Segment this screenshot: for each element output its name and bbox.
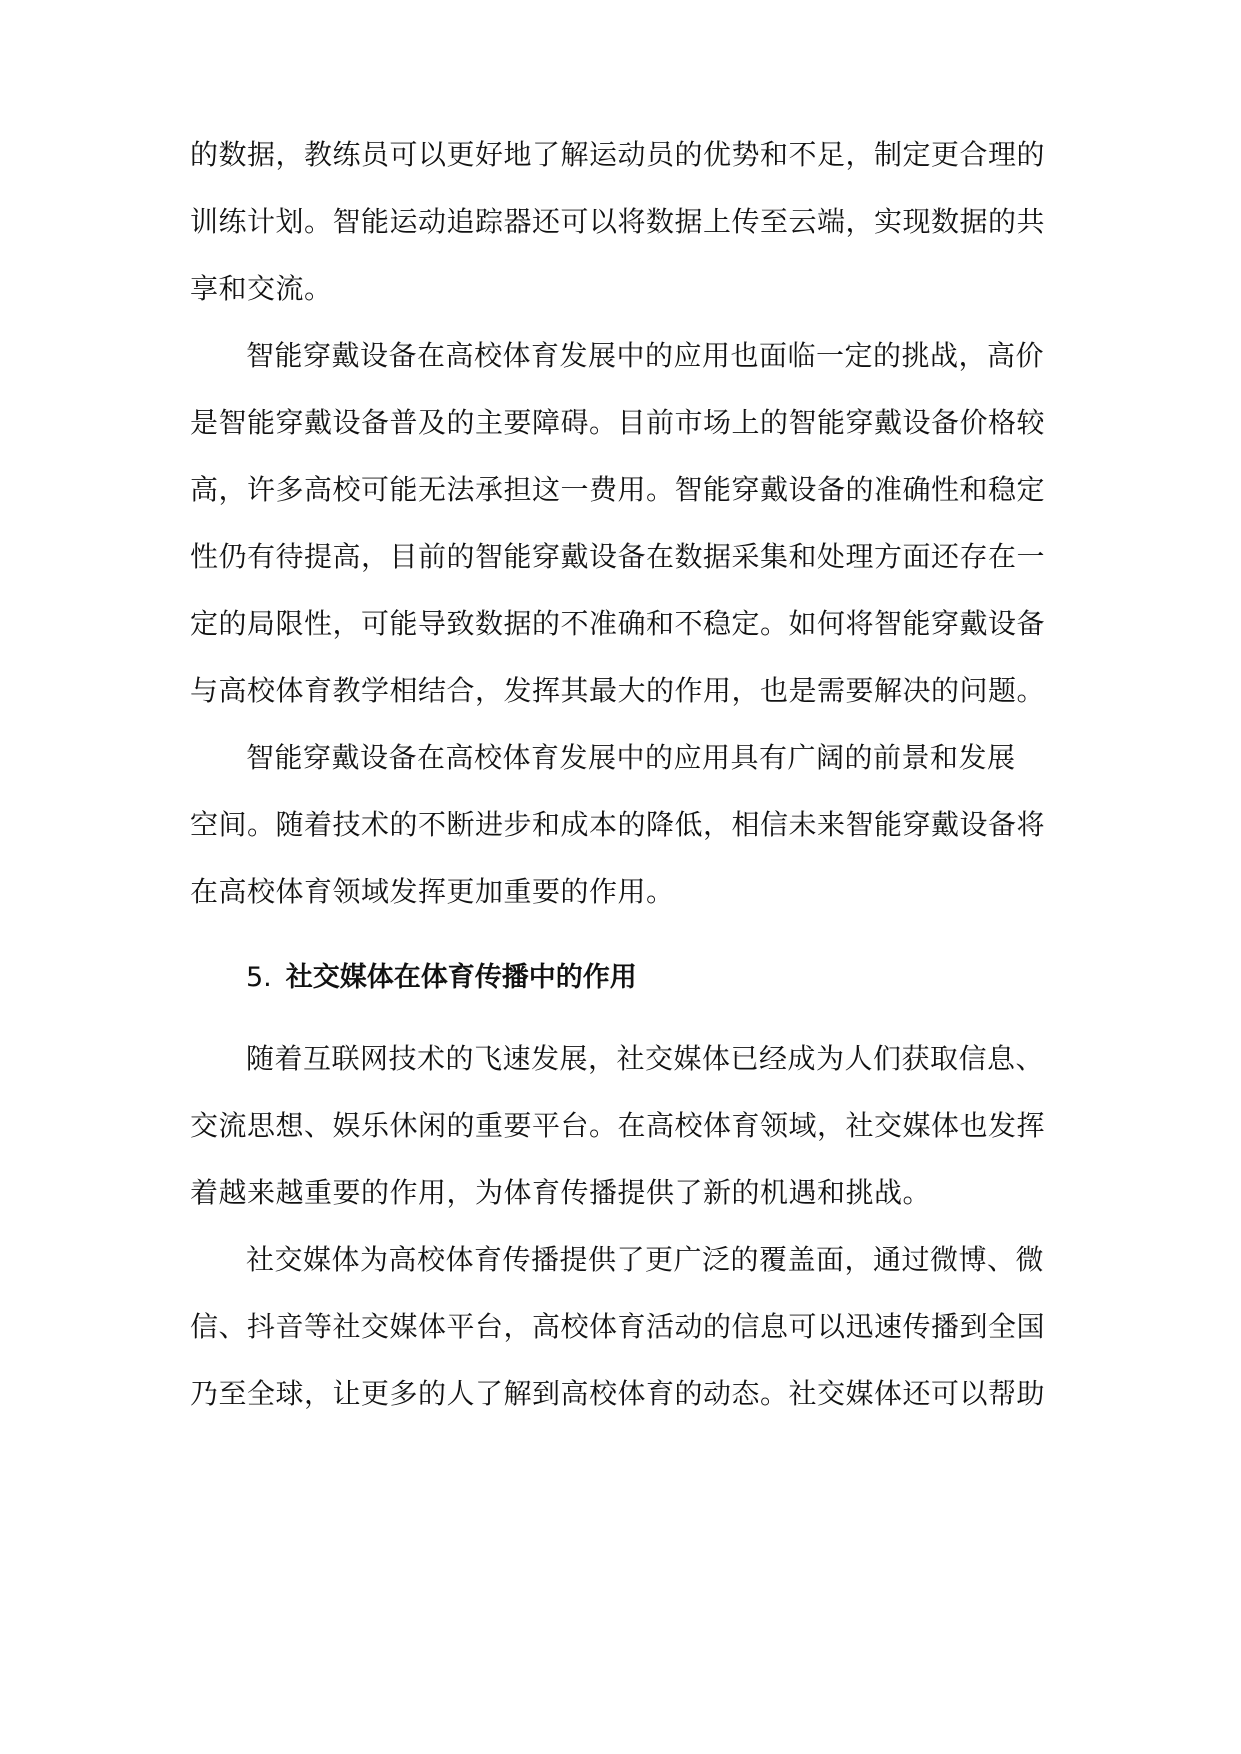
paragraph-line: 高，许多高校可能无法承担这一费用。智能穿戴设备的准确性和稳定 xyxy=(190,473,1046,506)
paragraph-line: 是智能穿戴设备普及的主要障碍。目前市场上的智能穿戴设备价格较 xyxy=(190,406,1046,439)
paragraph-line: 的数据，教练员可以更好地了解运动员的优势和不足，制定更合理的 xyxy=(190,138,1046,171)
paragraph-line: 与高校体育教学相结合，发挥其最大的作用，也是需要解决的问题。 xyxy=(190,674,1046,707)
paragraph-line: 社交媒体为高校体育传播提供了更广泛的覆盖面，通过微博、微 xyxy=(246,1243,1045,1276)
paragraph-line: 随着互联网技术的飞速发展，社交媒体已经成为人们获取信息、 xyxy=(246,1042,1045,1075)
paragraph-line: 训练计划。智能运动追踪器还可以将数据上传至云端，实现数据的共 xyxy=(190,205,1046,238)
paragraph-line: 空间。随着技术的不断进步和成本的降低，相信未来智能穿戴设备将 xyxy=(190,808,1046,841)
paragraph-line: 信、抖音等社交媒体平台，高校体育活动的信息可以迅速传播到全国 xyxy=(190,1310,1046,1343)
section-number: 5. xyxy=(246,962,272,993)
paragraph-line: 智能穿戴设备在高校体育发展中的应用也面临一定的挑战，高价 xyxy=(246,339,1045,372)
paragraph-line: 乃至全球，让更多的人了解到高校体育的动态。社交媒体还可以帮助 xyxy=(190,1377,1046,1410)
paragraph-line: 享和交流。 xyxy=(190,272,333,305)
paragraph-line: 定的局限性，可能导致数据的不准确和不稳定。如何将智能穿戴设备 xyxy=(190,607,1046,640)
paragraph-line: 在高校体育领域发挥更加重要的作用。 xyxy=(190,875,675,908)
paragraph-line: 性仍有待提高，目前的智能穿戴设备在数据采集和处理方面还存在一 xyxy=(190,540,1046,573)
paragraph-line: 智能穿戴设备在高校体育发展中的应用具有广阔的前景和发展 xyxy=(246,741,1016,774)
paragraph-line: 交流思想、娱乐休闲的重要平台。在高校体育领域，社交媒体也发挥 xyxy=(190,1109,1046,1142)
section-heading xyxy=(246,958,637,998)
section-title: 社交媒体在体育传播中的作用 xyxy=(285,962,637,993)
paragraph-line: 着越来越重要的作用，为体育传播提供了新的机遇和挑战。 xyxy=(190,1176,932,1209)
